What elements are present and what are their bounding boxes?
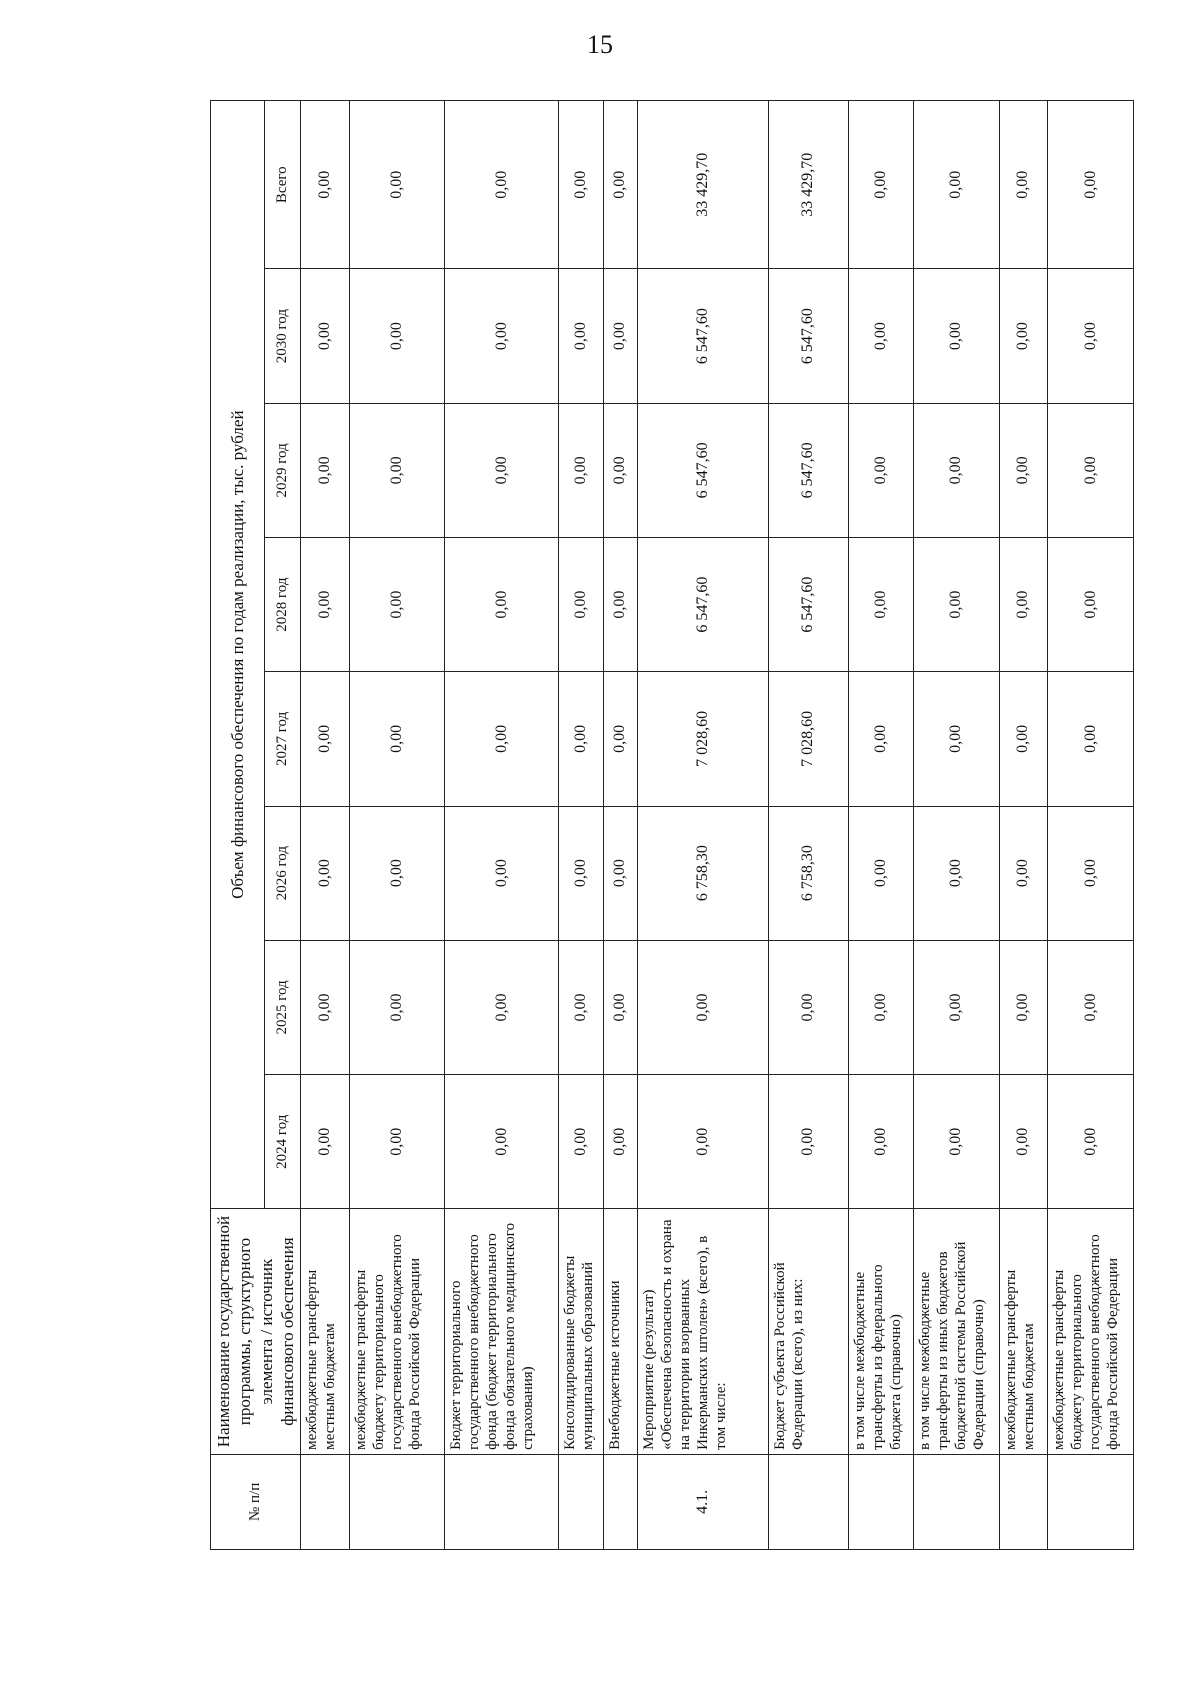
value-total: 0,00: [914, 101, 1000, 269]
row-name: Внебюджетные источники: [604, 1209, 637, 1454]
value-cell: 0,00: [914, 403, 1000, 537]
value-cell: 0,00: [604, 672, 637, 806]
value-cell: 6 758,30: [637, 806, 768, 940]
value-cell: 0,00: [768, 1075, 848, 1209]
value-cell: 0,00: [848, 1075, 914, 1209]
value-cell: 7 028,60: [637, 672, 768, 806]
value-total: 0,00: [301, 101, 350, 269]
value-cell: 0,00: [848, 672, 914, 806]
table-row: [349, 101, 445, 1550]
value-cell: 0,00: [1048, 1075, 1134, 1209]
row-name: межбюджетные трансферты местным бюджетам: [999, 1209, 1048, 1454]
value-total: 0,00: [1048, 101, 1134, 269]
value-cell: 0,00: [999, 269, 1048, 403]
row-number: 4.1.: [637, 1454, 768, 1549]
value-cell: 0,00: [349, 1075, 445, 1209]
header-year: 2029 год: [265, 403, 301, 537]
table-row: [914, 101, 1000, 1550]
value-cell: 0,00: [637, 1075, 768, 1209]
value-cell: 7 028,60: [768, 672, 848, 806]
value-cell: 0,00: [445, 403, 558, 537]
row-name: в том числе межбюджетные трансферты из иных бюджетов бюджетной системы Российской Федерации (справочно): [914, 1209, 1000, 1454]
value-cell: 0,00: [1048, 538, 1134, 672]
value-cell: 0,00: [301, 403, 350, 537]
table-row: [604, 101, 637, 1550]
value-total: 0,00: [558, 101, 604, 269]
row-number: [999, 1454, 1048, 1549]
table-row: [301, 101, 350, 1550]
value-cell: 0,00: [848, 403, 914, 537]
row-number: [914, 1454, 1000, 1549]
row-number: [445, 1454, 558, 1549]
value-cell: 6 547,60: [768, 403, 848, 537]
header-volume: Объем финансового обеспечения по годам реализации, тыс. рублей: [211, 101, 265, 1209]
value-cell: 0,00: [349, 940, 445, 1074]
row-number: [848, 1454, 914, 1549]
value-cell: 0,00: [1048, 940, 1134, 1074]
value-cell: 6 547,60: [637, 403, 768, 537]
value-cell: 0,00: [914, 269, 1000, 403]
row-name: Мероприятие (результат) «Обеспечена безопасность и охрана на территории взорванных Инкерманских штолен» (всего), в том числе:: [637, 1209, 768, 1454]
value-cell: 0,00: [848, 806, 914, 940]
value-cell: 0,00: [349, 672, 445, 806]
row-name: Бюджет субъекта Российской Федерации (всего), из них:: [768, 1209, 848, 1454]
value-cell: 0,00: [558, 403, 604, 537]
value-cell: 0,00: [848, 269, 914, 403]
header-year: 2024 год: [265, 1075, 301, 1209]
row-name: Бюджет территориального государственного внебюджетного фонда (бюджет территориального фонда обязательного медицинского страхования): [445, 1209, 558, 1454]
value-cell: 0,00: [558, 940, 604, 1074]
value-cell: 0,00: [914, 538, 1000, 672]
value-cell: 0,00: [848, 538, 914, 672]
value-cell: 0,00: [914, 672, 1000, 806]
value-cell: 0,00: [445, 940, 558, 1074]
value-cell: 0,00: [301, 269, 350, 403]
value-cell: 0,00: [1048, 269, 1134, 403]
value-cell: 6 547,60: [768, 269, 848, 403]
value-cell: 0,00: [604, 269, 637, 403]
table-row: [768, 101, 848, 1550]
rotated-table-wrapper: [210, 100, 1120, 1550]
value-cell: 0,00: [1048, 403, 1134, 537]
header-name: Наименование государственной программы, структурного элемента / источник финансового обеспечения: [211, 1209, 301, 1454]
financing-table: [210, 100, 1134, 1550]
value-cell: 0,00: [999, 538, 1048, 672]
value-total: 0,00: [349, 101, 445, 269]
row-number: [768, 1454, 848, 1549]
value-cell: 0,00: [914, 1075, 1000, 1209]
value-cell: 0,00: [604, 538, 637, 672]
value-cell: 0,00: [301, 538, 350, 672]
value-cell: 0,00: [349, 269, 445, 403]
value-cell: 0,00: [999, 672, 1048, 806]
table-row: [848, 101, 914, 1550]
row-name: Консолидированные бюджеты муниципальных образований: [558, 1209, 604, 1454]
value-cell: 0,00: [637, 940, 768, 1074]
value-cell: 0,00: [848, 940, 914, 1074]
value-cell: 0,00: [999, 940, 1048, 1074]
value-cell: 0,00: [558, 806, 604, 940]
table-row: [999, 101, 1048, 1550]
table-row: [1048, 101, 1134, 1550]
value-cell: 0,00: [1048, 672, 1134, 806]
value-cell: 0,00: [999, 1075, 1048, 1209]
value-cell: 6 547,60: [768, 538, 848, 672]
value-total: 0,00: [848, 101, 914, 269]
value-cell: 0,00: [349, 806, 445, 940]
value-cell: 0,00: [999, 403, 1048, 537]
value-cell: 0,00: [604, 1075, 637, 1209]
value-total: 0,00: [999, 101, 1048, 269]
value-cell: 0,00: [914, 806, 1000, 940]
value-cell: 0,00: [349, 538, 445, 672]
value-cell: 0,00: [301, 806, 350, 940]
row-name: межбюджетные трансферты бюджету территориального государственного внебюджетного фонда Российской Федерации: [349, 1209, 445, 1454]
value-cell: 0,00: [445, 806, 558, 940]
row-number: [301, 1454, 350, 1549]
row-number: [1048, 1454, 1134, 1549]
value-cell: 0,00: [349, 403, 445, 537]
table-row: [558, 101, 604, 1550]
value-cell: 0,00: [558, 672, 604, 806]
value-cell: 0,00: [558, 538, 604, 672]
header-year: 2028 год: [265, 538, 301, 672]
value-cell: 0,00: [604, 403, 637, 537]
value-total: 33 429,70: [768, 101, 848, 269]
table-row: [637, 101, 768, 1550]
value-cell: 0,00: [604, 940, 637, 1074]
value-cell: 0,00: [445, 1075, 558, 1209]
value-cell: 0,00: [558, 1075, 604, 1209]
row-name: в том числе межбюджетные трансферты из федерального бюджета (справочно): [848, 1209, 914, 1454]
value-total: 0,00: [445, 101, 558, 269]
row-name: межбюджетные трансферты бюджету территориального государственного внебюджетного фонда Российской Федерации: [1048, 1209, 1134, 1454]
row-number: [558, 1454, 604, 1549]
row-number: [349, 1454, 445, 1549]
value-cell: 0,00: [768, 940, 848, 1074]
row-number: [604, 1454, 637, 1549]
value-cell: 6 547,60: [637, 269, 768, 403]
value-total: 0,00: [604, 101, 637, 269]
value-cell: 6 547,60: [637, 538, 768, 672]
row-name: межбюджетные трансферты местным бюджетам: [301, 1209, 350, 1454]
value-cell: 0,00: [914, 940, 1000, 1074]
value-cell: 0,00: [445, 269, 558, 403]
value-cell: 0,00: [604, 806, 637, 940]
value-cell: 6 758,30: [768, 806, 848, 940]
header-year: 2025 год: [265, 940, 301, 1074]
table-row: [445, 101, 558, 1550]
value-total: 33 429,70: [637, 101, 768, 269]
header-year: 2026 год: [265, 806, 301, 940]
value-cell: 0,00: [1048, 806, 1134, 940]
header-year: 2030 год: [265, 269, 301, 403]
value-cell: 0,00: [445, 672, 558, 806]
value-cell: 0,00: [445, 538, 558, 672]
value-cell: 0,00: [301, 672, 350, 806]
value-cell: 0,00: [999, 806, 1048, 940]
header-total: Всего: [265, 101, 301, 269]
header-year: 2027 год: [265, 672, 301, 806]
value-cell: 0,00: [301, 1075, 350, 1209]
header-num: № п/п: [211, 1454, 301, 1549]
value-cell: 0,00: [558, 269, 604, 403]
page-number: 15: [587, 30, 613, 59]
value-cell: 0,00: [301, 940, 350, 1074]
